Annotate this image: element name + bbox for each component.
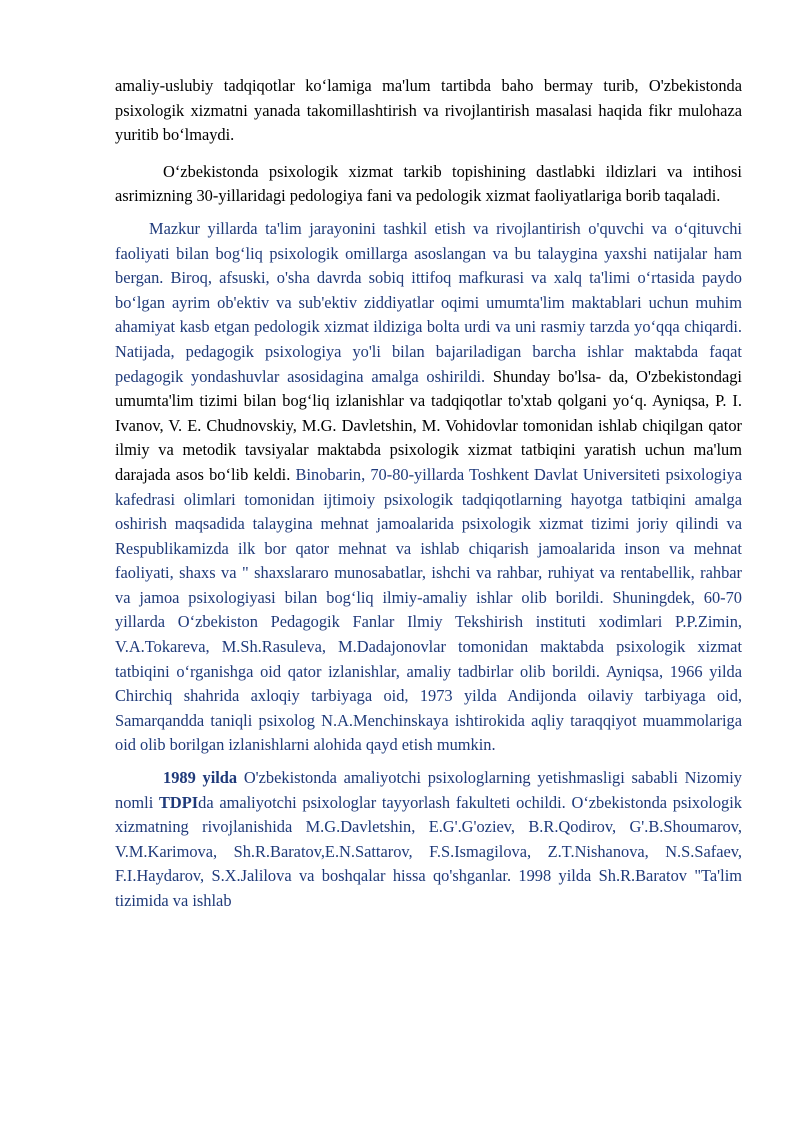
year-1989-highlight: 1989 yilda (163, 768, 238, 788)
paragraph-2 (115, 160, 742, 209)
paragraph-1-text: amaliy-uslubiy tadqiqotlar ko‘lamiga ma'lum tartibda baho bermay turib, O'zbekistonda psixologik xizmatni yanada takomillashtirish va rivojlantirish masalasi haqida fikr mulohaza yuritib bo‘lmaydi. (115, 76, 742, 145)
paragraph-3-segment-3: Binobarin, 70-80-yillarda Toshkent Davlat Universiteti psixologiya kafedrasi olimlari tomonidan ijtimoiy psixologik tadqiqotlarning hayotga tatbiqini amalga oshirish maqsadida talaygina mehnat jamoalarida psixologik xizmat tizimi joriy qilindi va Respublikamizda ilk bor qator mehnat va ishlab chiqarish jamoalarida inson va mehnat faoliyati, shaxs va " shaxslararo munosabatlar, ishchi va rahbar, ruhiyat va rentabellik, rahbar va jamoa psixologiyasi bilan bog‘liq ilmiy-amaliy ishlar olib borildi. Shuningdek, 60-70 yillarda O‘zbekiston Pedagogik Fanlar Ilmiy Tekshirish instituti xodimlari P.P.Zimin, V.A.Tokareva, M.Sh.Rasuleva, M.Dadajonovlar tomonidan maktabda psixologik xizmat tatbiqini o‘rganishga oid qator izlanishlar, amaliy tadbirlar olib borildi. Ayniqsa, 1966 yilda Chirchiq shahrida axloqiy tarbiyaga oid, 1973 yilda Andijonda oilaviy tarbiyaga oid, Samarqandda taniqli psixolog N.A.Menchinskaya ishtirokida aqliy taraqqiyot muammolariga oid olib borilgan izlanishlarni alohida qayd etish mumkin. (115, 464, 742, 755)
tdpi-highlight: TDPI (158, 792, 199, 812)
paragraph-4-segment-4: da amaliyotchi psixologlar tayyorlash fakulteti ochildi. O‘zbekistonda psixologik xizmatning rivojlanishida M.G.Davletshin, E.G'.G'oziev, B.R.Qodirov, G'.B.Shoumarov, V.M.Karimova, Sh.R.Baratov,E.N.Sattarov, F.S.Ismagilova, Z.T.Nishanova, N.S.Safaev, F.I.Haydarov, S.X.Jalilova va boshqalar hissa qo'shganlar. 1998 yilda Sh.R.Baratov "Ta'lim tizimida va ishlab (115, 792, 742, 910)
paragraph-4-segment-2: O'zbekistonda amaliyotchi psixologlarning yetishmasligi sababli Nizomiy nomli (115, 768, 742, 812)
document-page (115, 74, 742, 914)
paragraph-1 (115, 74, 742, 148)
paragraph-3 (115, 217, 742, 758)
paragraph-3-segment-1: Mazkur yillarda ta'lim jarayonini tashkil etish va rivojlantirish o'quvchi va o‘qituvchi faoliyati bilan bog‘liq psixologik omillarga asoslangan va bu talaygina yaxshi natijalar ham bergan. Biroq, afsuski, o'sha davrda sobiq ittifoq mafkurasi va xalq ta'limi o‘rtasida paydo bo‘lgan ayrim ob'ektiv va sub'ektiv ziddiyatlar oqimi umumta'lim maktablari uchun muhim ahamiyat kasb etgan pedologik xizmat ildiziga bolta urdi va uni rasmiy tarzda yo‘qqa chiqardi. Natijada, pedagogik psixologiya yo'li bilan bajariladigan barcha ishlar maktabda faqat pedagogik yondashuvlar asosidagina amalga oshirildi. (115, 218, 742, 386)
paragraph-2-text: O‘zbekistonda psixologik xizmat tarkib topishining dastlabki ildizlari va intihosi asrimizning 30-yillaridagi pedologiya fani va pedologik xizmat faoliyatlariga borib taqaladi. (115, 161, 742, 206)
paragraph-4 (115, 766, 742, 914)
paragraph-3-segment-2: Shunday bo'lsa- da, O'zbekistondagi umumta'lim tizimi bilan bog‘liq izlanishlar va tadqiqotlar to'xtab qolgani yo‘q. Ayniqsa, P. I. Ivanov, V. E. Chudnovskiy, M.G. Davletshin, M. Vohidovlar tomonidan ishlab chiqilgan qator ilmiy va metodik tavsiyalar maktabda psixologik xizmat tatbiqini yaratish uchun ma'lum darajada asos bo‘lib keldi. (115, 366, 742, 484)
